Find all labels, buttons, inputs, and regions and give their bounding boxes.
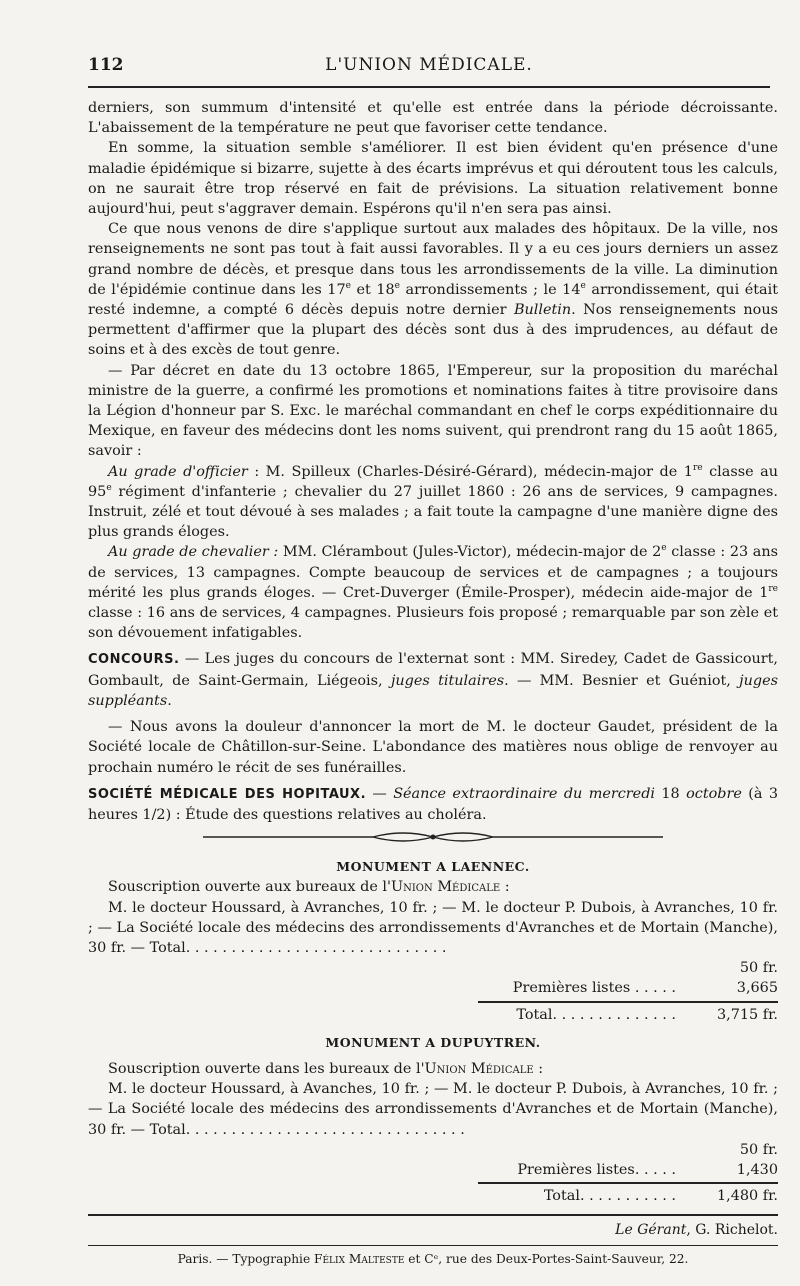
laennec-total-row [88,1005,778,1025]
paragraph-societe: SOCIÉTÉ MÉDICALE DES HOPITAUX. — Séance extraordinaire du mercredi 18 octobre (à 3 heures 1/2) : Étude des questions relatives au choléra. [88,785,779,823]
paragraph-5: Au grade d'officier : M. Spilleux (Charles-Désiré-Gérard), médecin-major de 1re classe au 95e régiment d'infanterie ; chevalier du 27 juillet 1860 : 26 ans de services, 9 campagnes. Instruit, zélé et tout dévoué à ses malades ; a fait toute la campagne d'une manière digne des plus grands éloges. [88,462,778,541]
paragraph-concours: CONCOURS. — Les juges du concours de l'externat sont : MM. Siredey, Cadet de Gassicourt, Gombault, de Saint-Germain, Liégeois, juges titulaires. — MM. Besnier et Guéniot, juges suppléants. [88,651,779,709]
paragraph-gaudet: — Nous avons la douleur d'annoncer la mort de M. le docteur Gaudet, président de la Société locale de Châtillon-sur-Seine. L'abondance des matières nous oblige de renvoyer au prochain numéro le récit de ses funérailles. [88,719,778,776]
gerant-line: Le Gérant, G. Richelot. [615,1222,778,1239]
dupuytren-title: MONUMENT A DUPUYTREN. [325,1034,541,1050]
laennec-title: MONUMENT A LAENNEC. [336,859,530,875]
laennec-prev-amount: 3,665 [736,980,778,997]
ornament-icon [203,827,663,847]
running-title: L'UNION MÉDICALE. [325,55,533,75]
text-column [88,98,778,1269]
imprint-rule [88,1245,778,1246]
laennec-prev-row [88,978,778,998]
laennec-subtotal: 50 fr. [739,960,778,977]
dupuytren-sum-rule [478,1182,778,1184]
dupuytren-subtotal-row [88,1140,778,1160]
paragraph-1: derniers, son summum d'intensité et qu'elle est entrée dans la période décroissante. L'abaissement de la température ne peut que favoriser cette tendance. [88,100,778,137]
dupuytren-total-amount: 1,480 fr. [717,1188,778,1205]
dupuytren-total-label: Total. . . . . . . . . . . [543,1188,676,1205]
laennec-intro: Souscription ouverte aux bureaux de l'Union Médicale : [108,879,510,896]
dupuytren-subtotal: 50 fr. [739,1141,778,1158]
laennec-sum-rule [478,1001,778,1003]
laennec-text: M. le docteur Houssard, à Avranches, 10 fr. ; — M. le docteur P. Dubois, à Avranches, 10 fr. ; — La Société locale des médecins des arrondissements d'Avranches et de Mortain (Manche), 30 fr. — Total. . . . . . . . . . . . . . . . . . . . . . . . . . . . . [88,899,778,956]
page-number: 112 [88,55,124,75]
paragraph-3: Ce que nous venons de dire s'applique surtout aux malades des hôpitaux. De la ville, nos renseignements ne sont pas tout à fait aussi favorables. Il y a eu ces jours derniers un assez grand nombre de décès, et presque dans tous les arrondissements de la ville. La diminution de l'épidémie continue dans les 17e et 18e arrondissements ; le 14e arrondissement, qui était resté indemne, a compté 6 décès depuis notre dernier Bulletin. Nos renseignements nous permettent d'affirmer que la plupart des décès sont dus à des imprudences, au défaut de soins et à des excès de tout genre. [88,221,778,359]
paragraph-2: En somme, la situation semble s'améliorer. Il est bien évident qu'en présence d'une maladie épidémique si bizarre, sujette à des écarts imprévus et qui déroutent tous les calculs, on ne saurait être trop réservé en fait de prévisions. La situation relativement bonne aujourd'hui, peut s'aggraver demain. Espérons qu'il n'en sera pas ainsi. [88,140,778,218]
dupuytren-prev-row [88,1160,778,1180]
dupuytren-intro: Souscription ouverte dans les bureaux de l'Union Médicale : [108,1060,544,1077]
header-rule [88,86,770,88]
imprint-line: Paris. — Typographie Félix Malteste et Cᵉ, rue des Deux-Portes-Saint-Sauveur, 22. [177,1251,689,1266]
laennec-total-amount: 3,715 fr. [717,1006,778,1023]
dupuytren-prev-label: Premières listes. . . . . [517,1161,676,1178]
dupuytren-text: M. le docteur Houssard, à Avanches, 10 fr. ; — M. le docteur P. Dubois, à Avranches, 10 fr. ; — La Société locale des médecins des arrondissements d'Avranches et de Mortain (Manche), 30 fr. — Total. . . . . . . . . . . . . . . . . . . . . . . . . . . . . . . [88,1081,778,1138]
dupuytren-total-row [88,1186,778,1206]
laennec-total-label: Total. . . . . . . . . . . . . . [516,1006,676,1023]
dupuytren-prev-amount: 1,430 [736,1161,778,1178]
paragraph-4: — Par décret en date du 13 octobre 1865, l'Empereur, sur la proposition du maréchal ministre de la guerre, a confirmé les promotions et nominations faites à titre provisoire dans la Légion d'honneur par S. Exc. le maréchal commandant en chef le corps expéditionnaire du Mexique, en faveur des médecins dont les noms suivent, qui prendront rang du 15 août 1865, savoir : [88,362,778,460]
page-header [88,55,770,85]
laennec-prev-label: Premières listes . . . . . [512,980,676,997]
laennec-subtotal-row [88,958,778,978]
paragraph-6: Au grade de chevalier : MM. Clérambout (Jules-Victor), médecin-major de 2e classe : 23 ans de services, 13 campagnes. Compte beaucoup de services et de campagnes ; a toujours mérité les plus grands éloges. — Cret-Duverger (Émile-Prosper), médecin aide-major de 1re classe : 16 ans de services, 4 campagnes. Plusieurs fois proposé ; remarquable par son zèle et son dévouement infatigables. [88,543,778,642]
footer-rule [88,1214,778,1216]
ornament-divider [88,827,778,849]
